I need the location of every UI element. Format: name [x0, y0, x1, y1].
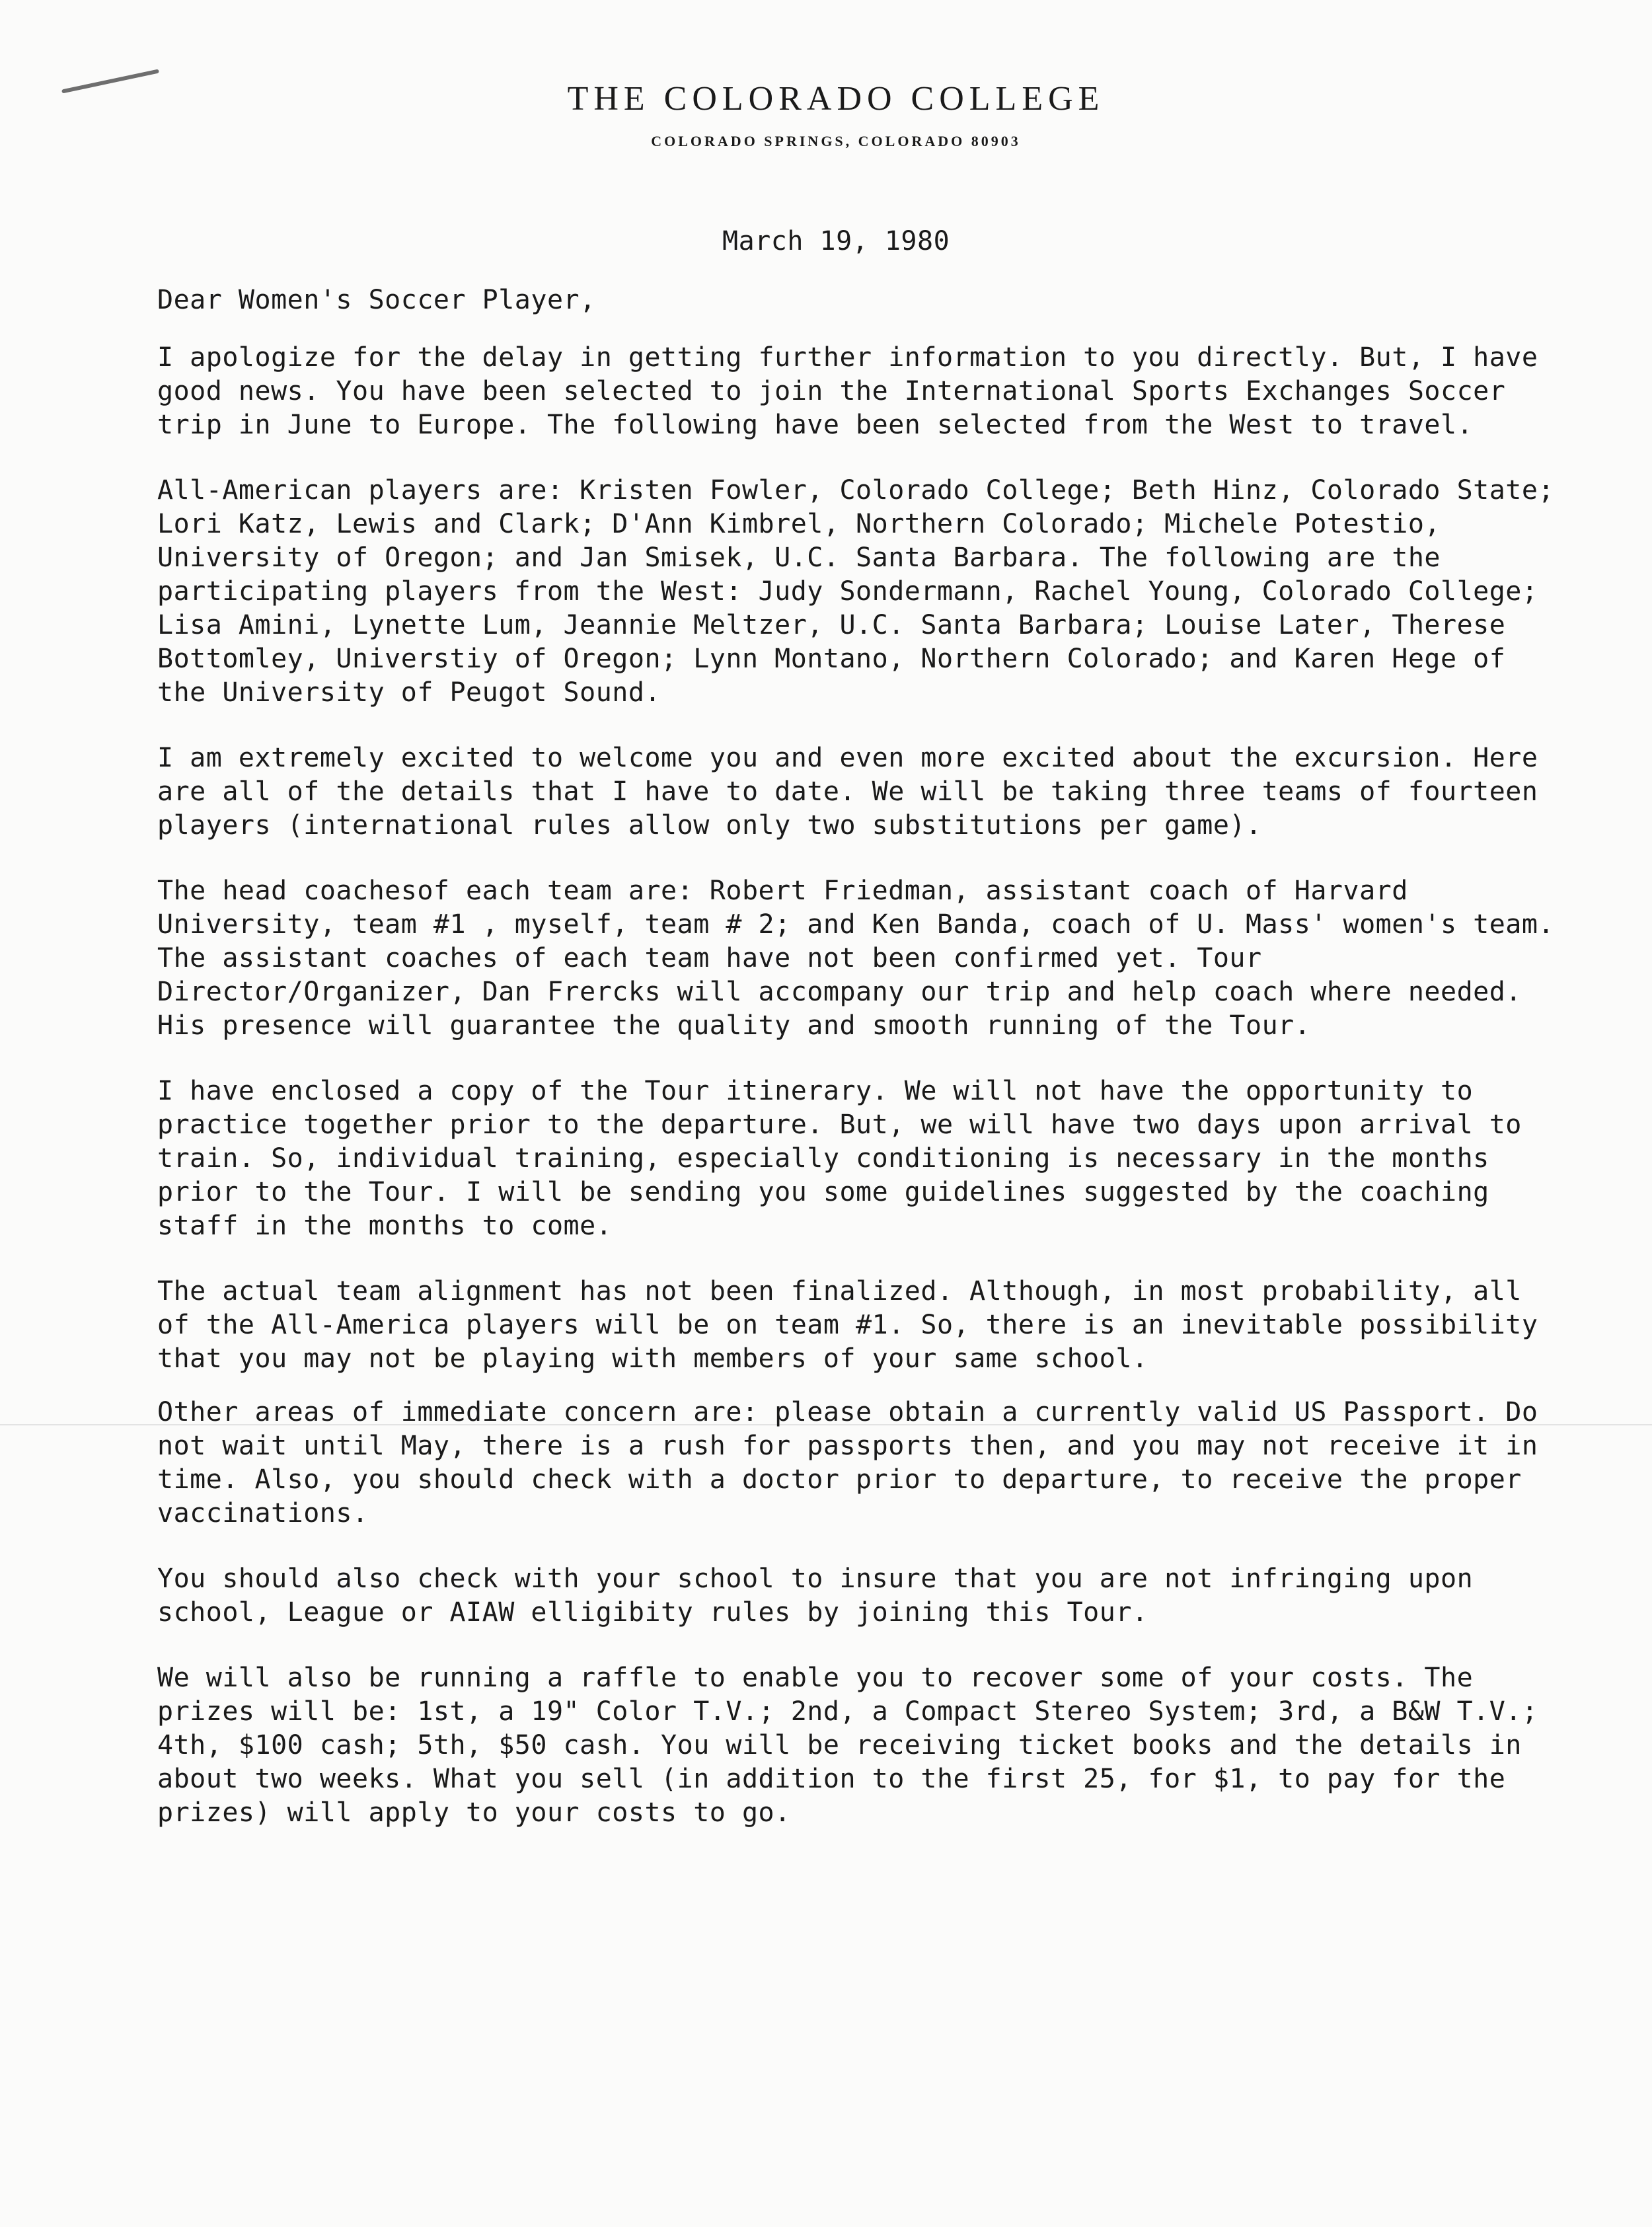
- letter-body: [157, 225, 1565, 1862]
- institution-address: COLORADO SPRINGS, COLORADO 80903: [651, 133, 1021, 149]
- paragraph-selection-news: I apologize for the delay in getting further information to you directly. But, I have good news. You have been selected to join the International Sports Exchanges Soccer trip in June to Europe. The following have been selected from the West to travel.: [157, 342, 1538, 440]
- paragraph-raffle: We will also be running a raffle to enable you to recover some of your costs. The prizes will be: 1st, a 19" Color T.V.; 2nd, a Compact Stereo System; 3rd, a B&W T.V.; 4th, $100 cash; 5th, $50 cash. You will be receiving ticket books and the details in about two weeks. What you sell (in addition to the first 25, for $1, to pay for the prizes) will apply to your costs to go.: [157, 1663, 1538, 1828]
- paragraph-itinerary-training: I have enclosed a copy of the Tour itinerary. We will not have the opportunity to practice together prior to the departure. But, we will have two days upon arrival to train. So, individual training, especially conditioning is necessary in the months prior to the Tour. I will be sending you some guidelines suggested by the coaching staff in the months to come.: [157, 1076, 1522, 1241]
- letter-date: March 19, 1980: [722, 226, 950, 256]
- letterhead: [0, 79, 1652, 150]
- paragraph-team-alignment: The actual team alignment has not been finalized. Although, in most probability, all of the All-America players will be on team #1. So, there is an inevitable possibility that you may not be playing with members of your same school.: [157, 1276, 1538, 1374]
- paragraph-eligibility: You should also check with your school to insure that you are not infringing upon school, League or AIAW elligibity rules by joining this Tour.: [157, 1564, 1474, 1628]
- paragraph-welcome: I am extremely excited to welcome you and even more excited about the excursion. Here are all of the details that I have to date. We will be taking three teams of fourteen players (international rules allow only two substitutions per game).: [157, 743, 1538, 841]
- salutation: Dear Women's Soccer Player,: [157, 285, 596, 315]
- paragraph-player-list: All-American players are: Kristen Fowler, Colorado College; Beth Hinz, Colorado State; Lori Katz, Lewis and Clark; D'Ann Kimbrel, Northern Colorado; Michele Potestio, University of Oregon; and Jan Smisek, U.C. Santa Barbara. The following are the participating players from the West: Judy Sondermann, Rachel Young, Colorado College; Lisa Amini, Lynette Lum, Jeannie Meltzer, U.C. Santa Barbara; Louise Later, Therese Bottomley, Universtiy of Oregon; Lynn Montano, Northern Colorado; and Karen Hege of the University of Peugot Sound.: [157, 475, 1555, 708]
- paragraph-coaches: The head coachesof each team are: Robert Friedman, assistant coach of Harvard University, team #1 , myself, team # 2; and Ken Banda, coach of U. Mass' women's team. The assistant coaches of each team have not been confirmed yet. Tour Director/Organizer, Dan Frercks will accompany our trip and help coach where needed. His presence will guarantee the quality and smooth running of the Tour.: [157, 876, 1555, 1041]
- paragraph-passport-vaccination: Other areas of immediate concern are: please obtain a currently valid US Passport. Do not wait until May, there is a rush for passports then, and you may not receive it in time. Also, you should check with a doctor prior to departure, to receive the proper vaccinations.: [157, 1397, 1538, 1529]
- institution-name: THE COLORADO COLLEGE: [567, 80, 1105, 118]
